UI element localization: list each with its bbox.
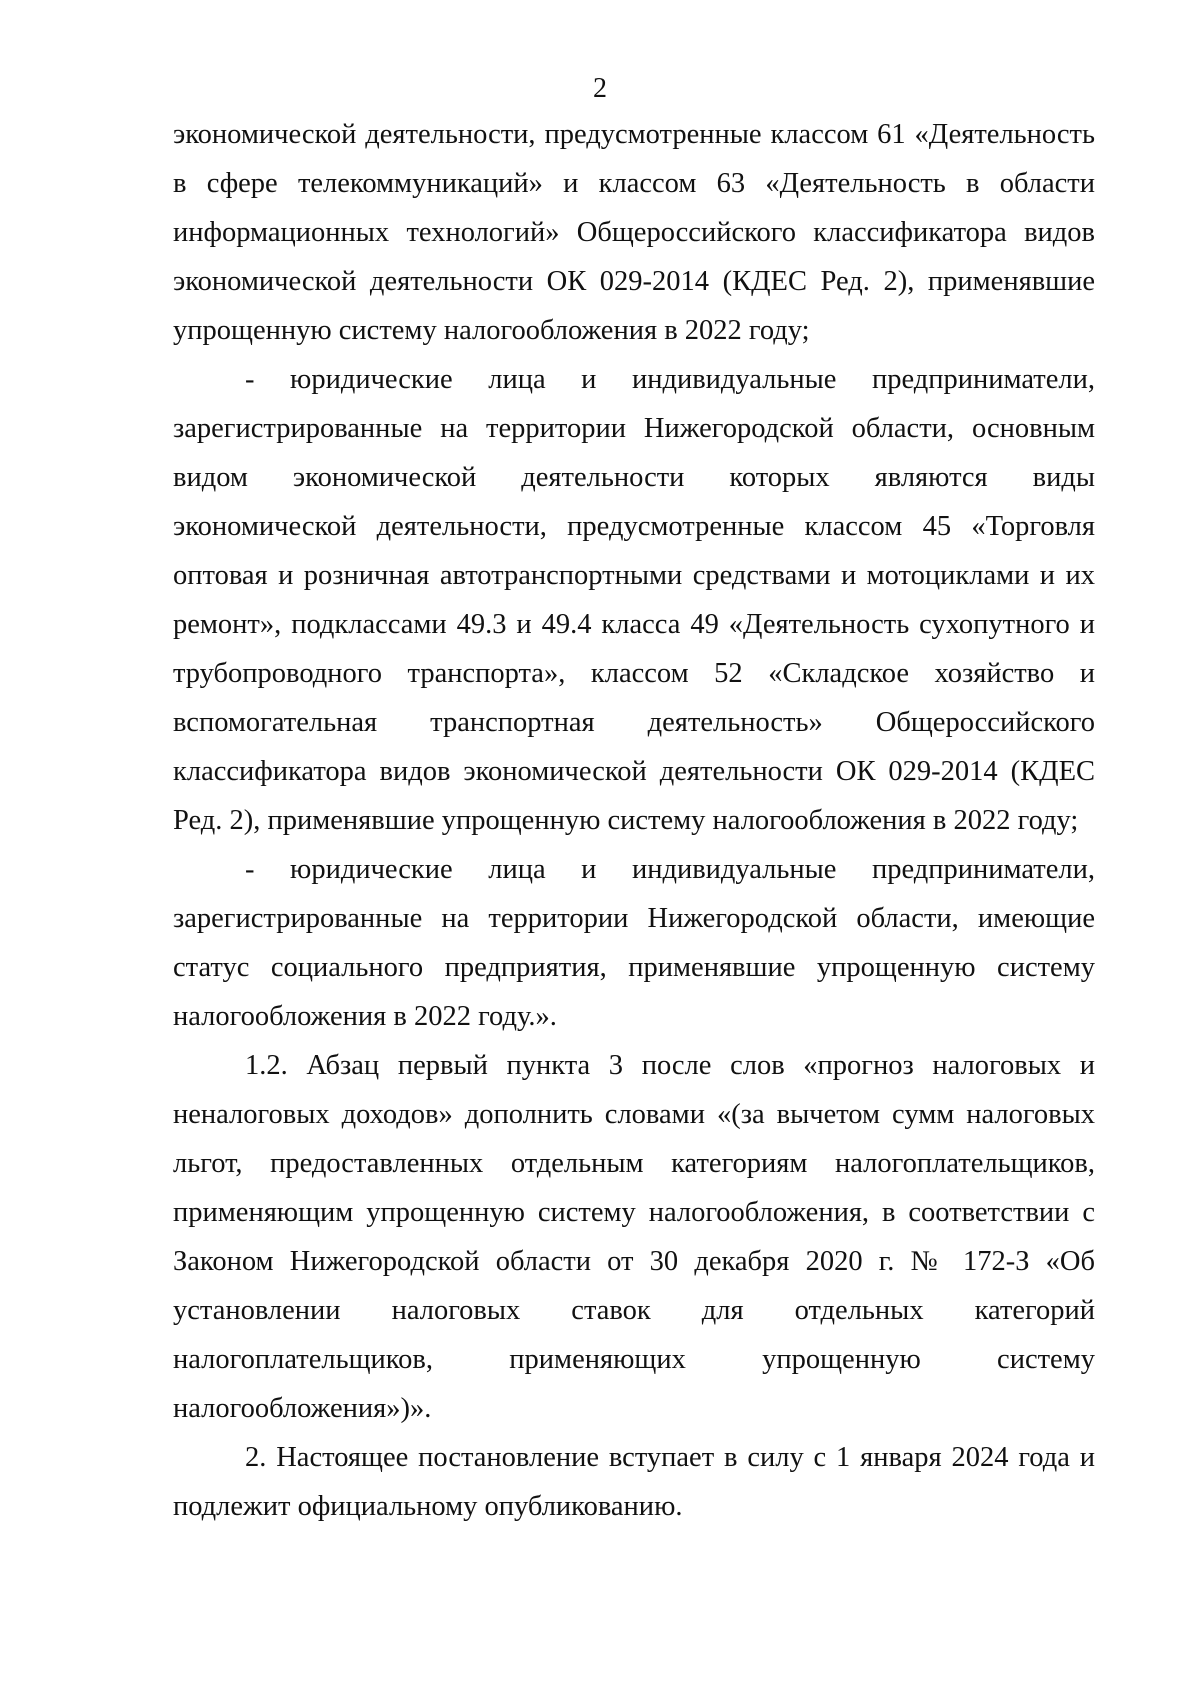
paragraph-list-item: - юридические лица и индивидуальные предприниматели, зарегистрированные на территории Нижегородской области, основным видом экономической деятельности которых являются виды экономической деятельности, предусмотренные классом 45 «Торговля оптовая и розничная автотранспортными средствами и мотоциклами и их ремонт», подклассами 49.3 и 49.4 класса 49 «Деятельность сухопутного и трубопроводного транспорта», классом 52 «Складское хозяйство и вспомогательная транспортная деятельность» Общероссийского классификатора видов экономической деятельности ОК 029-2014 (КДЕС Ред. 2), применявшие упрощенную систему налогообложения в 2022 году; [173, 364, 1095, 836]
paragraph-clause: 2. Настоящее постановление вступает в силу с 1 января 2024 года и подлежит официальному опубликованию. [173, 1442, 1095, 1522]
document-body [173, 110, 1095, 1531]
paragraph-clause: 1.2. Абзац первый пункта 3 после слов «прогноз налоговых и неналоговых доходов» дополнить словами «(за вычетом сумм налоговых льгот, предоставленных отдельным категориям налогоплательщиков, применяющим упрощенную систему налогообложения, в соответствии с Законом Нижегородской области от 30 декабря 2020 г. № 172-З «Об установлении налоговых ставок для отдельных категорий налогоплательщиков, применяющих упрощенную систему налогообложения»)». [173, 1050, 1095, 1424]
paragraph-continuation: экономической деятельности, предусмотренные классом 61 «Деятельность в сфере телекоммуникаций» и классом 63 «Деятельность в области информационных технологий» Общероссийского классификатора видов экономической деятельности ОК 029-2014 (КДЕС Ред. 2), применявшие упрощенную систему налогообложения в 2022 году; [173, 119, 1095, 346]
paragraph-list-item: - юридические лица и индивидуальные предприниматели, зарегистрированные на территории Нижегородской области, имеющие статус социального предприятия, применявшие упрощенную систему налогообложения в 2022 году.». [173, 854, 1095, 1032]
page-number: 2 [593, 73, 607, 104]
